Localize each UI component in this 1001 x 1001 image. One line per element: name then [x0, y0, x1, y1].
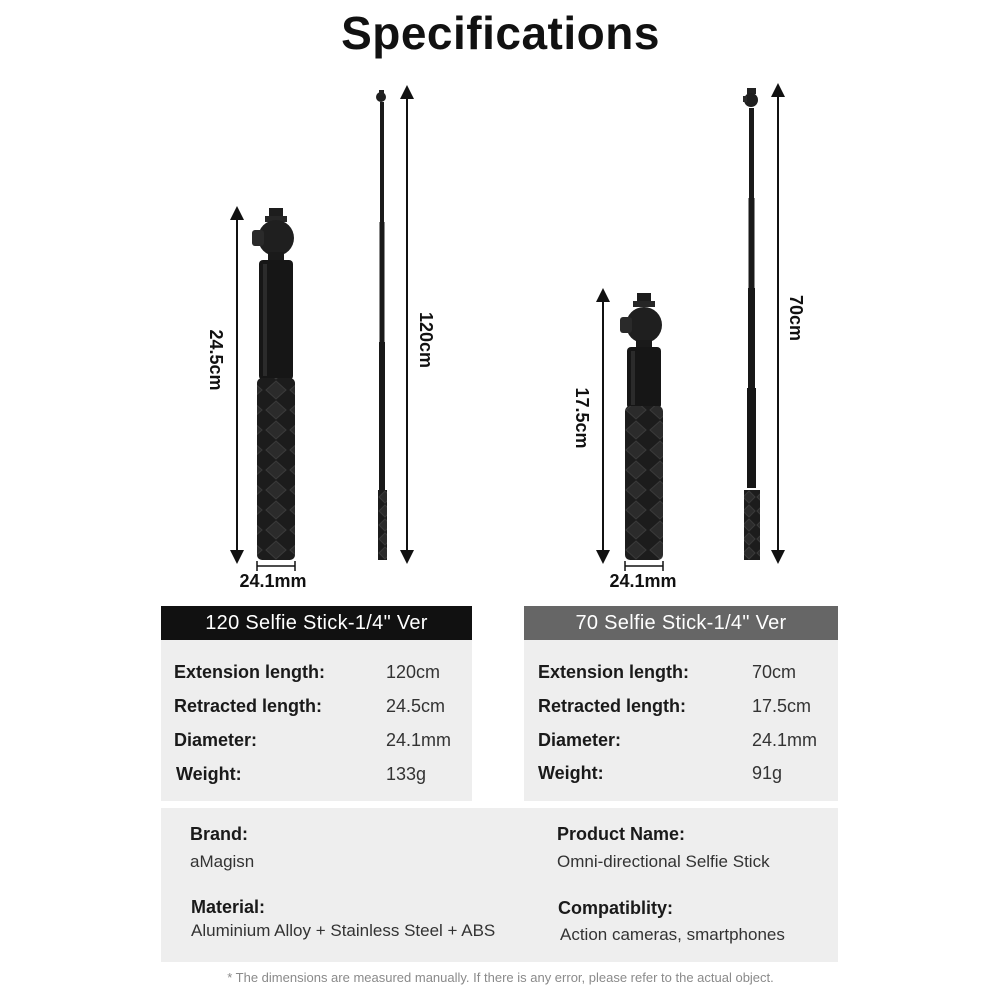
spec-key-diameter: Diameter: [174, 730, 258, 750]
spec-val-retracted-70: 17.5cm [752, 696, 812, 716]
material-label: Material: [191, 897, 266, 917]
extension-length-label: 120cm [416, 311, 436, 369]
brand-label: Brand: [190, 824, 248, 844]
spec-header-70: 70 Selfie Stick-1/4" Ver [524, 606, 838, 640]
retracted-stick-120 [252, 208, 295, 560]
spec-key-weight: Weight: [176, 764, 242, 784]
spec-val-extension: 120cm [386, 662, 441, 682]
spec-key-weight-70: Weight: [538, 763, 604, 783]
spec-key-extension-70: Extension length: [538, 662, 690, 682]
retracted-stick-70 [620, 293, 663, 560]
material-value: Aluminium Alloy + Stainless Steel + ABS [191, 921, 496, 940]
spec-val-diameter: 24.1mm [386, 730, 452, 750]
footnote: * The dimensions are measured manually. If there is any error, please refer to the actual object. [227, 970, 774, 985]
spec-val-weight: 133g [386, 764, 427, 784]
spec-val-extension-70: 70cm [752, 662, 797, 682]
brand-value: aMagisn [190, 852, 255, 871]
extended-stick-70 [743, 88, 760, 560]
spec-key-retracted-70: Retracted length: [538, 696, 687, 716]
page-title: Specifications [341, 7, 660, 59]
compatibility-value: Action cameras, smartphones [560, 925, 785, 944]
retracted-length-label: 24.5cm [206, 329, 226, 391]
spec-key-retracted: Retracted length: [174, 696, 323, 716]
extended-stick-120 [376, 90, 387, 560]
spec-val-retracted: 24.5cm [386, 696, 446, 716]
spec-key-diameter-70: Diameter: [538, 730, 622, 750]
diameter-label: 24.1mm [239, 571, 307, 591]
product-name-label: Product Name: [557, 824, 686, 844]
retracted-length-label-70: 17.5cm [572, 387, 592, 449]
diameter-label-70: 24.1mm [609, 571, 677, 591]
spec-val-diameter-70: 24.1mm [752, 730, 818, 750]
spec-key-extension: Extension length: [174, 662, 326, 682]
compatibility-label: Compatiblity: [558, 898, 673, 918]
extension-length-label-70: 70cm [786, 294, 806, 342]
spec-header-120: 120 Selfie Stick-1/4" Ver [161, 606, 472, 640]
product-name-value: Omni-directional Selfie Stick [557, 852, 770, 871]
spec-val-weight-70: 91g [752, 763, 783, 783]
